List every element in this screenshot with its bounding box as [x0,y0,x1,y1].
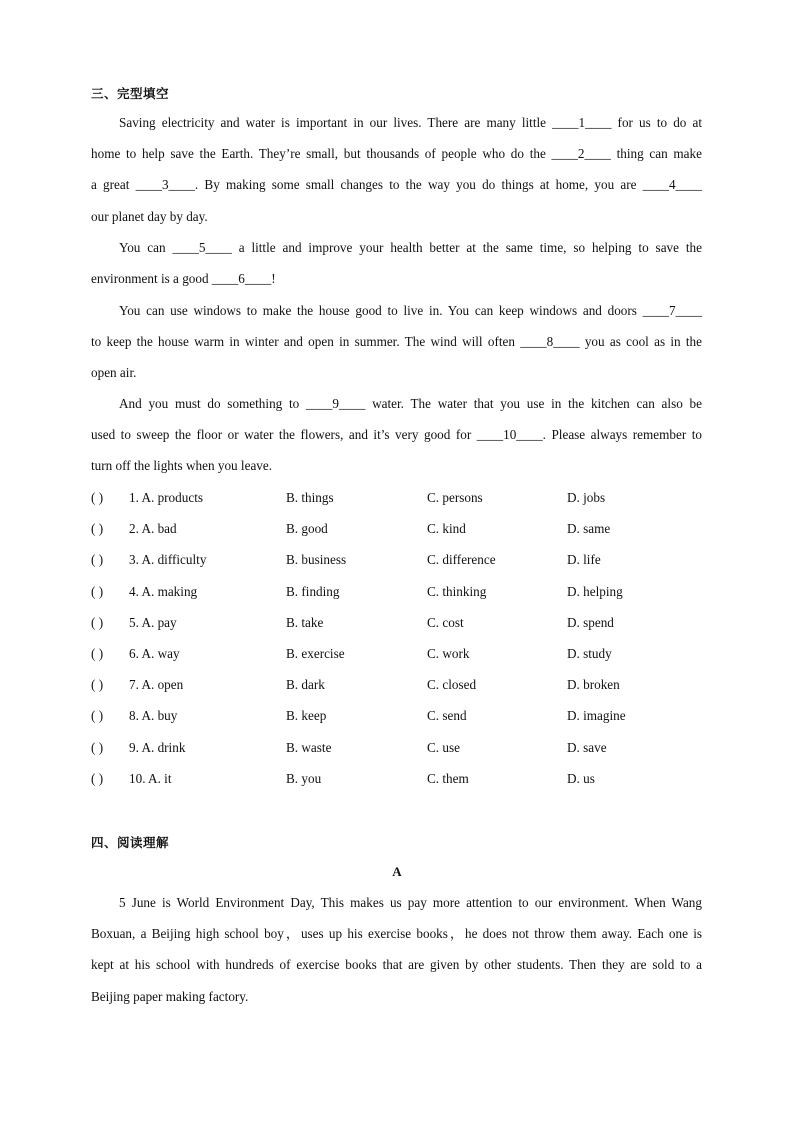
option-b: B. keep [286,708,327,724]
cloze-paragraph-3 [91,303,702,397]
option-c: C. them [427,770,469,786]
paragraph-line: Boxuan, a Beijing high school boy，uses up his exercise books，he does not throw them away. Each one is [91,926,702,942]
answer-blank: ( ) [91,770,104,786]
option-b: B. you [286,770,322,786]
answer-options [91,490,711,802]
option-row [91,552,711,583]
cloze-paragraph-4 [91,396,702,490]
option-b: B. exercise [286,645,345,661]
reading-passage [91,895,702,1020]
option-a: 10. A. it [129,770,172,786]
option-row [91,490,711,521]
paragraph-line: kept at his school with hundreds of exercise books that are given by other students. Then they are sold to a [91,957,702,973]
answer-blank: ( ) [91,490,104,505]
option-b: B. business [286,552,347,568]
option-c: C. use [427,739,460,755]
option-c: C. send [427,708,467,724]
option-a: 5. A. pay [129,614,177,630]
option-c: C. work [427,645,470,661]
passage-label: A [392,864,402,879]
option-d: D. imagine [567,708,626,724]
paragraph-line: Beijing paper making factory. [91,988,249,1004]
option-d: D. same [567,521,611,537]
option-row [91,646,711,677]
paragraph-line: 5 June is World Environment Day, This makes us pay more attention to our environment. When Wang [119,895,702,910]
option-b: B. good [286,521,328,537]
answer-blank: ( ) [91,521,104,537]
option-a: 4. A. making [129,583,198,599]
option-d: D. broken [567,677,620,693]
paragraph-line: You can ____5____ a little and improve your health better at the same time, so helping to save the [119,240,702,255]
option-a: 9. A. drink [129,739,186,755]
answer-blank: ( ) [91,614,104,630]
paragraph-line: Saving electricity and water is important in our lives. There are many little ____1____ for us to do at [119,115,702,130]
answer-blank: ( ) [91,645,104,661]
option-d: D. study [567,645,612,661]
option-row [91,708,711,739]
section-4-heading: 四、阅读理解 [91,835,170,850]
option-b: B. finding [286,583,340,599]
answer-blank: ( ) [91,677,104,693]
option-a: 1. A. products [129,490,203,505]
cloze-paragraph-1 [91,115,702,240]
paragraph-line: our planet day by day. [91,208,208,224]
answer-blank: ( ) [91,739,104,755]
option-row [91,584,711,615]
option-d: D. life [567,552,601,568]
option-a: 2. A. bad [129,521,177,537]
option-d: D. helping [567,583,623,599]
paragraph-line: home to help save the Earth. They’re small, but thousands of people who do the ____2____ thing can make [91,146,702,162]
option-row [91,740,711,771]
answer-blank: ( ) [91,708,104,724]
option-a: 6. A. way [129,645,180,661]
option-c: C. closed [427,677,477,693]
option-c: C. difference [427,552,496,568]
option-b: B. take [286,614,324,630]
paragraph-line: a great ____3____. By making some small changes to the way you do things at home, you are ____4____ [91,177,702,193]
option-d: D. jobs [567,490,606,505]
cloze-paragraph-2 [91,240,702,302]
option-a: 3. A. difficulty [129,552,207,568]
option-d: D. save [567,739,607,755]
option-c: C. cost [427,614,464,630]
option-c: C. persons [427,490,483,505]
option-a: 8. A. buy [129,708,178,724]
option-row [91,677,711,708]
option-b: B. things [286,490,334,505]
paragraph-line: turn off the lights when you leave. [91,458,273,474]
paragraph-line: open air. [91,365,137,381]
paragraph-line: used to sweep the floor or water the flowers, and it’s very good for ____10____. Please always remember to [91,427,702,443]
option-d: D. spend [567,614,614,630]
option-b: B. dark [286,677,325,693]
answer-blank: ( ) [91,552,104,568]
option-a: 7. A. open [129,677,184,693]
option-row [91,521,711,552]
option-b: B. waste [286,739,332,755]
paragraph-line: environment is a good ____6____! [91,271,276,287]
option-row [91,615,711,646]
paragraph-line: to keep the house warm in winter and open in summer. The wind will often ____8____ you as cool as in the [91,334,702,350]
option-c: C. thinking [427,583,487,599]
paragraph-line: You can use windows to make the house good to live in. You can keep windows and doors ____7____ [119,303,702,318]
paragraph-line: And you must do something to ____9____ water. The water that you use in the kitchen can also be [119,396,702,411]
option-d: D. us [567,770,595,786]
answer-blank: ( ) [91,583,104,599]
option-c: C. kind [427,521,466,537]
option-row [91,771,711,802]
section-3-heading: 三、完型填空 [91,86,170,101]
